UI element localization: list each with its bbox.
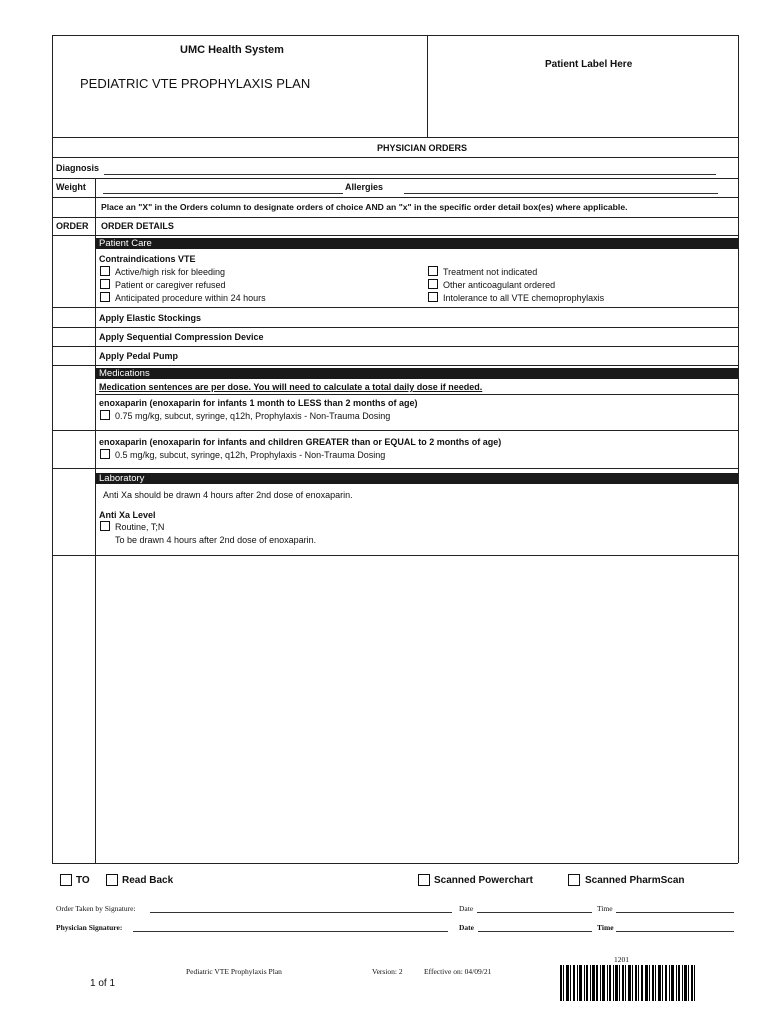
order-taken-time-field[interactable]: [616, 912, 734, 913]
weight-field[interactable]: [103, 193, 343, 194]
order-column-divider: [95, 178, 96, 863]
header-divider: [427, 35, 428, 137]
physician-time-label: Time: [597, 923, 614, 932]
scanned-pharmscan-label: Scanned PharmScan: [585, 875, 685, 886]
scanned-powerchart-checkbox[interactable]: [418, 874, 430, 886]
weight-label: Weight: [56, 182, 86, 192]
laboratory-heading: Laboratory: [99, 473, 145, 484]
order-elastic-stockings: Apply Elastic Stockings: [99, 313, 202, 323]
footer-effective-date: Effective on: 04/09/21: [424, 967, 492, 976]
read-back-label: Read Back: [122, 875, 174, 886]
contra-left-2-label: Patient or caregiver refused: [115, 280, 226, 290]
org-name: UMC Health System: [180, 44, 284, 56]
physician-time-field[interactable]: [616, 931, 734, 932]
physician-signature-field[interactable]: [133, 931, 448, 932]
med-2-option: 0.5 mg/kg, subcut, syringe, q12h, Prophylaxis - Non-Trauma Dosing: [115, 450, 386, 460]
physician-date-label: Date: [459, 923, 474, 932]
contra-right-1-checkbox[interactable]: [428, 266, 438, 276]
order-taken-date-field[interactable]: [477, 912, 592, 913]
medications-note: Medication sentences are per dose. You will need to calculate a total daily dose if needed.: [99, 382, 483, 392]
instruction-text: Place an "X" in the Orders column to designate orders of choice AND an "x" in the specific order detail box(es) where applicable.: [101, 202, 628, 212]
footer-version: Version: 2: [372, 967, 403, 976]
contra-left-1-label: Active/high risk for bleeding: [115, 267, 226, 277]
to-checkbox[interactable]: [60, 874, 72, 886]
order-taken-signature-field[interactable]: [150, 912, 452, 913]
frame-bottom: [52, 863, 738, 864]
scanned-powerchart-label: Scanned Powerchart: [434, 875, 533, 886]
contra-right-1-label: Treatment not indicated: [443, 267, 538, 277]
to-label: TO: [76, 875, 90, 886]
allergies-field[interactable]: [404, 193, 718, 194]
physician-signature-label: Physician Signature:: [56, 923, 123, 932]
med-1-checkbox[interactable]: [100, 410, 110, 420]
diagnosis-label: Diagnosis: [56, 163, 100, 173]
medications-heading: Medications: [99, 368, 150, 379]
frame-right: [738, 35, 739, 863]
contra-left-3-checkbox[interactable]: [100, 292, 110, 302]
order-taken-label: Order Taken by Signature:: [56, 904, 136, 913]
laboratory-bar: [95, 473, 738, 484]
lab-detail: To be drawn 4 hours after 2nd dose of enoxaparin.: [115, 535, 317, 545]
med-2-checkbox[interactable]: [100, 449, 110, 459]
lab-routine-label: Routine, T;N: [115, 522, 165, 532]
contra-left-2-checkbox[interactable]: [100, 279, 110, 289]
patient-label: Patient Label Here: [545, 59, 633, 70]
footer-doc-name: Pediatric VTE Prophylaxis Plan: [186, 967, 282, 976]
lab-note: Anti Xa should be drawn 4 hours after 2nd dose of enoxaparin.: [103, 490, 353, 500]
order-taken-time-label: Time: [597, 904, 613, 913]
contra-left-1-checkbox[interactable]: [100, 266, 110, 276]
diagnosis-field[interactable]: [104, 174, 716, 175]
med-1-title: enoxaparin (enoxaparin for infants 1 month to LESS than 2 months of age): [99, 398, 418, 408]
order-column-header: ORDER: [56, 221, 89, 231]
patient-care-heading: Patient Care: [99, 238, 152, 249]
order-sequential-compression: Apply Sequential Compression Device: [99, 332, 264, 342]
page-title: PEDIATRIC VTE PROPHYLAXIS PLAN: [80, 76, 311, 91]
details-column-header: ORDER DETAILS: [101, 221, 174, 231]
page-number: 1 of 1: [90, 978, 116, 989]
patient-care-bar: [95, 238, 738, 249]
contra-right-3-label: Intolerance to all VTE chemoprophylaxis: [443, 293, 605, 303]
med-2-title: enoxaparin (enoxaparin for infants and children GREATER than or EQUAL to 2 months of age): [99, 437, 502, 447]
frame-left: [52, 35, 53, 863]
contra-title: Contraindications VTE: [99, 254, 196, 264]
physician-date-field[interactable]: [478, 931, 592, 932]
lab-routine-checkbox[interactable]: [100, 521, 110, 531]
order-taken-date-label: Date: [459, 904, 474, 913]
order-pedal-pump: Apply Pedal Pump: [99, 351, 179, 361]
frame-top: [52, 35, 738, 36]
scanned-pharmscan-checkbox[interactable]: [568, 874, 580, 886]
med-1-option: 0.75 mg/kg, subcut, syringe, q12h, Prophylaxis - Non-Trauma Dosing: [115, 411, 391, 421]
medications-bar: [95, 368, 738, 379]
lab-test-title: Anti Xa Level: [99, 510, 156, 520]
form-number: 1201: [614, 955, 629, 964]
section-title: PHYSICIAN ORDERS: [377, 143, 468, 153]
contra-right-3-checkbox[interactable]: [428, 292, 438, 302]
contra-right-2-label: Other anticoagulant ordered: [443, 280, 556, 290]
allergies-label: Allergies: [345, 182, 384, 192]
barcode-image: [560, 965, 695, 1001]
read-back-checkbox[interactable]: [106, 874, 118, 886]
contra-left-3-label: Anticipated procedure within 24 hours: [115, 293, 266, 303]
contra-right-2-checkbox[interactable]: [428, 279, 438, 289]
